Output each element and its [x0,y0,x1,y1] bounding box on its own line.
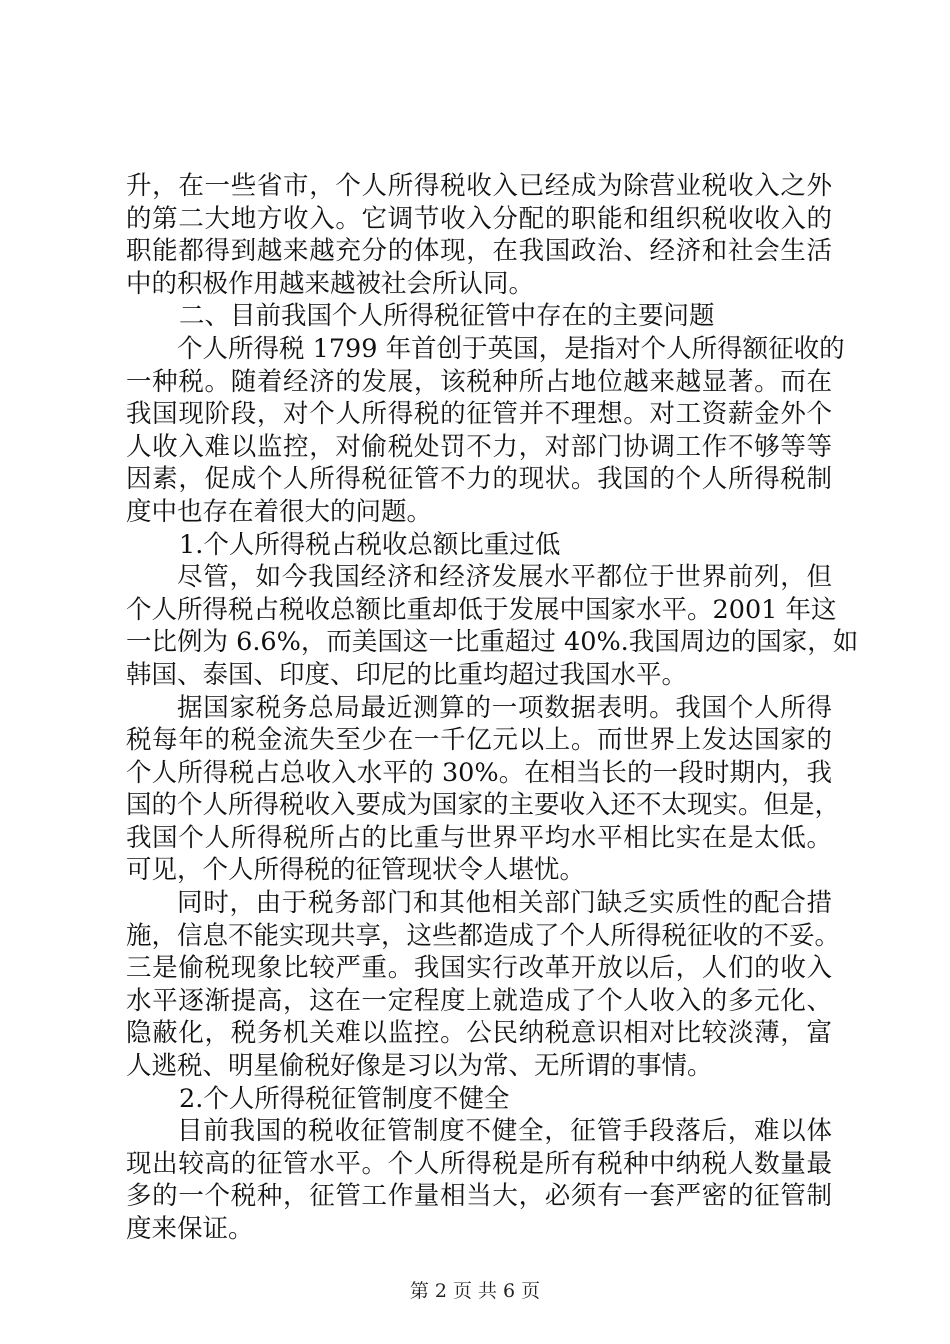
text-line: 1.个人所得税占税收总额比重过低 [179,529,561,560]
text-line: 职能都得到越来越充分的体现，在我国政治、经济和社会生活 [126,236,832,267]
document-body [126,170,859,1246]
text-line: 韩国、泰国、印度、印尼的比重均超过我国水平。 [126,659,688,690]
page-footer [0,1276,950,1303]
page-number-label: 第 2 页 共 6 页 [409,1280,541,1302]
text-line: 二、目前我国个人所得税征管中存在的主要问题 [179,301,715,332]
text-line: 中的积极作用越来越被社会所认同。 [126,268,535,299]
text-line: 隐蔽化，税务机关难以监控。公民纳税意识相对比较淡薄，富 [126,1018,832,1049]
text-line: 施，信息不能实现共享，这些都造成了个人所得税征收的不妥。 [126,920,841,951]
text-line: 多的一个税种，征管工作量相当大，必须有一套严密的征管制 [126,1181,832,1212]
text-line: 个人所得税占税收总额比重却低于发展中国家水平。2001 年这 [126,594,837,625]
text-line: 现出较高的征管水平。个人所得税是所有税种中纳税人数量最 [126,1148,832,1179]
text-line: 度来保证。 [126,1214,254,1244]
text-line: 一比例为 6.6%，而美国这一比重超过 40%.我国周边的国家，如 [126,627,859,658]
text-line: 2.个人所得税征管制度不健全 [179,1083,510,1114]
text-line: 一种税。随着经济的发展，该税种所占地位越来越显著。而在 [126,366,832,397]
text-line: 个人所得税占总收入水平的 30%。在相当长的一段时期内，我 [126,757,832,788]
text-line: 税每年的税金流失至少在一千亿元以上。而世界上发达国家的 [126,725,832,756]
text-line: 同时，由于税务部门和其他相关部门缺乏实质性的配合措 [177,888,832,919]
text-line: 目前我国的税收征管制度不健全，征管手段落后，难以体 [177,1116,832,1147]
text-line: 升，在一些省市，个人所得税收入已经成为除营业税收入之外 [126,171,832,201]
text-line: 三是偷税现象比较严重。我国实行改革开放以后，人们的收入 [126,953,832,984]
text-line: 我国现阶段，对个人所得税的征管并不理想。对工资薪金外个 [126,399,832,430]
text-line: 据国家税务总局最近测算的一项数据表明。我国个人所得 [177,692,832,723]
text-line: 度中也存在着很大的问题。 [126,496,433,527]
text-line: 的第二大地方收入。它调节收入分配的职能和组织税收收入的 [126,203,832,234]
text-line: 人逃税、明星偷税好像是习以为常、无所谓的事情。 [126,1051,713,1082]
text-line: 因素，促成个人所得税征管不力的现状。我国的个人所得税制 [126,464,832,495]
text-line: 水平逐渐提高，这在一定程度上就造成了个人收入的多元化、 [126,985,832,1016]
text-line: 个人所得税 1799 年首创于英国，是指对个人所得额征收的 [177,333,845,364]
text-line: 可见，个人所得税的征管现状令人堪忧。 [126,855,586,886]
text-line: 人收入难以监控，对偷税处罚不力，对部门协调工作不够等等 [126,431,832,462]
text-line: 尽管，如今我国经济和经济发展水平都位于世界前列，但 [177,562,832,593]
text-line: 国的个人所得税收入要成为国家的主要收入还不太现实。但是， [126,790,841,821]
text-line: 我国个人所得税所占的比重与世界平均水平相比实在是太低。 [126,822,832,853]
